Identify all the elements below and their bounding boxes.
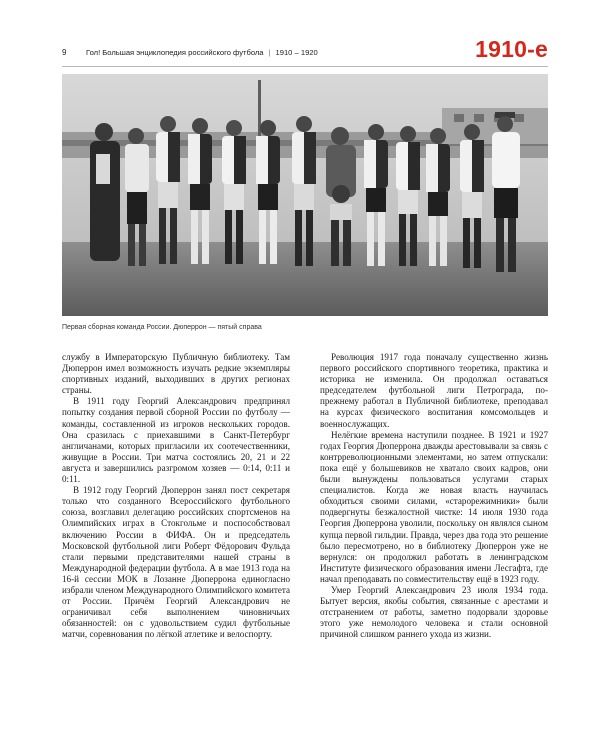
running-header bbox=[62, 36, 548, 68]
paragraph: Нелёгкие времена наступили позднее. В 1921 и 1927 годах Георгия Дюперрона дважды арестовывали за связь с контрреволюционными элементами, но затем отпускали: пока ещё у большевиков не хватало своих кадров, они были вынуждены пользоваться услугами старых специалистов. Когда же новая власть научилась обходиться своими силами, «старорежимники» были подвергнуты безжалостной чистке: 14 июля 1930 года Георгия Дюперрона уволили, поскольку он являлся сыном купца первой гильдии. Правда, через два года это решение было пересмотрено, но в библиотеку Дюперрон уже не вернулся: он продолжил работать в ленинградском Институте физического образования имени Лесгафта, где начал преподавать по совместительству ещё в 1923 году. bbox=[320, 429, 548, 584]
period-range: 1910 – 1920 bbox=[275, 48, 318, 57]
text-column-right bbox=[320, 352, 548, 640]
paragraph: В 1912 году Георгий Дюперрон занял пост секретаря только что созданного Всероссийского футбольного союза, возглавил делегацию российских спортсменов на Олимпийских играх в Стокгольме и поспособствовал включению России в ФИФА. Он и председатель Московской футбольной лиги Роберт Фёдорович Фульда стали первыми представителями нашей страны в Международной федерации футбола. А в мае 1913 года на 16-й сессии МОК в Лозанне Дюперрона единогласно избрали членом Международного Олимпийского комитета от России. Причём Георгий Александрович не ограничивал себя выполнением чиновничьих обязанностей: он с удовольствием судил футбольные матчи, соревнования по лёгкой атлетике и велоспорту. bbox=[62, 485, 290, 640]
paragraph: В 1911 году Георгий Александрович предпринял попытку создания первой сборной России по футболу — команды, составленной из игроков нескольких городов. Она сразилась с приехавшими в Санкт-Петербург англичанами, которых пригласили их соотечественники, живущие в России. Три матча состоялись 20, 21 и 22 августа и завершились разгромом хозяев — 0:14, 0:11 и 0:11. bbox=[62, 396, 290, 485]
paragraph: Умер Георгий Александрович 23 июля 1934 года. Бытует версия, якобы события, связанные с арестами и отстранением от работы, заметно подорвали здоровье этого уже немолодого человека и стали основной причиной слишком раннего ухода из жизни. bbox=[320, 584, 548, 640]
page-number: 9 bbox=[62, 48, 67, 57]
book-title bbox=[86, 48, 318, 57]
header-rule bbox=[62, 66, 548, 67]
decade-label: 1910-е bbox=[475, 36, 548, 62]
paragraph: Революция 1917 года поначалу существенно жизнь первого российского спортивного теоретика, практика и историка не изменила. Он продолжал оставаться председателем футбольной лиги Петрограда, по-прежнему работал в Публичной библиотеке, преподавал на курсах физического воспитания комсомольцев и военнослужащих. bbox=[320, 352, 548, 429]
team-photograph bbox=[62, 74, 548, 316]
photo-caption: Первая сборная команда России. Дюперрон — пятый справа bbox=[62, 324, 262, 331]
header-separator: | bbox=[268, 48, 271, 57]
paragraph: службу в Императорскую Публичную библиотеку. Там Дюперрон имел возможность изучать редкие экземпляры спортивных изданий, выходивших в других регионах страны. bbox=[62, 352, 290, 396]
team-photo-image bbox=[62, 74, 548, 316]
book-title-text: Гол! Большая энциклопедия российского футбола bbox=[86, 48, 264, 57]
text-column-left bbox=[62, 352, 290, 640]
